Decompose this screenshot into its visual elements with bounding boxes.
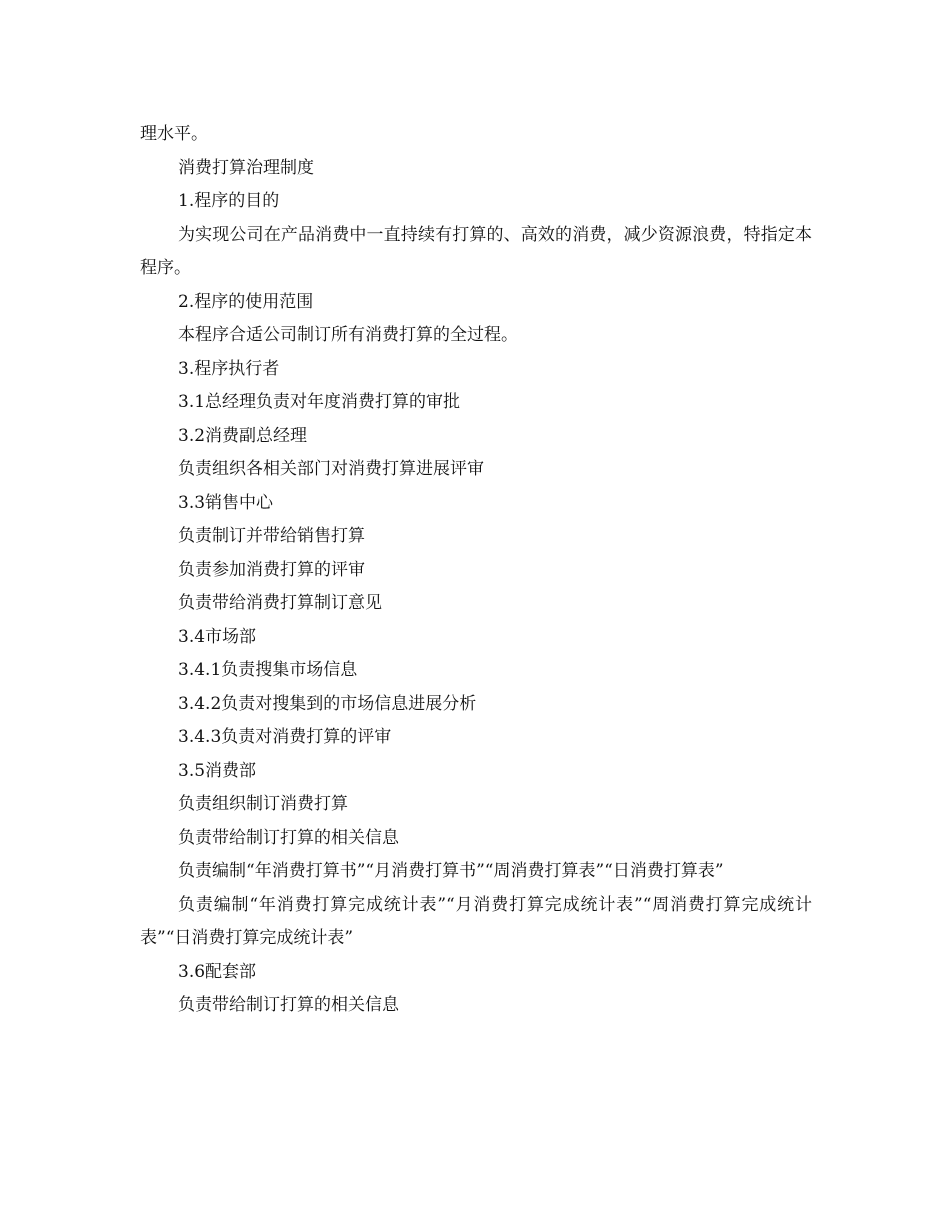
item-3-3: 3.3销售中心 bbox=[178, 492, 274, 513]
item-3-6: 3.6配套部 bbox=[178, 961, 257, 982]
item-3-4-1: 3.4.1负责搜集市场信息 bbox=[178, 660, 358, 680]
item-3-5: 3.5消费部 bbox=[178, 760, 257, 781]
item-3-4-3: 3.4.3负责对消费打算的评审 bbox=[178, 727, 392, 747]
heading-1: 1.程序的目的 bbox=[178, 191, 280, 211]
paragraph: 负责组织制订消费打算 bbox=[178, 794, 348, 814]
paragraph: 理水平。 bbox=[140, 124, 208, 144]
item-3-1: 3.1总经理负责对年度消费打算的审批 bbox=[178, 392, 461, 412]
document-body bbox=[140, 118, 812, 1023]
paragraph: 负责参加消费打算的评审 bbox=[178, 559, 365, 580]
paragraph: 负责带给消费打算制订意见 bbox=[178, 593, 382, 613]
paragraph: 为实现公司在产品消费中一直持续有打算的、高效的消费，减少资源浪费，特指定本程序。 bbox=[140, 224, 812, 278]
item-3-4-2: 3.4.2负责对搜集到的市场信息进展分析 bbox=[178, 693, 477, 714]
paragraph: 负责编制“年消费打算完成统计表”“月消费打算完成统计表”“周消费打算完成统计表”“日消费打算完成统计表” bbox=[140, 894, 812, 948]
item-3-4: 3.4市场部 bbox=[178, 626, 257, 647]
paragraph: 本程序合适公司制订所有消费打算的全过程。 bbox=[178, 325, 518, 345]
paragraph: 负责编制“年消费打算书”“月消费打算书”“周消费打算表”“日消费打算表” bbox=[178, 861, 724, 881]
paragraph: 负责制订并带给销售打算 bbox=[178, 526, 365, 546]
item-3-2: 3.2消费副总经理 bbox=[178, 425, 308, 446]
heading-3: 3.程序执行者 bbox=[178, 358, 280, 379]
paragraph: 负责带给制订打算的相关信息 bbox=[178, 995, 399, 1015]
paragraph: 负责组织各相关部门对消费打算进展评审 bbox=[178, 459, 484, 479]
heading-2: 2.程序的使用范围 bbox=[178, 291, 314, 312]
section-title: 消费打算治理制度 bbox=[178, 157, 314, 178]
paragraph: 负责带给制订打算的相关信息 bbox=[178, 827, 399, 848]
